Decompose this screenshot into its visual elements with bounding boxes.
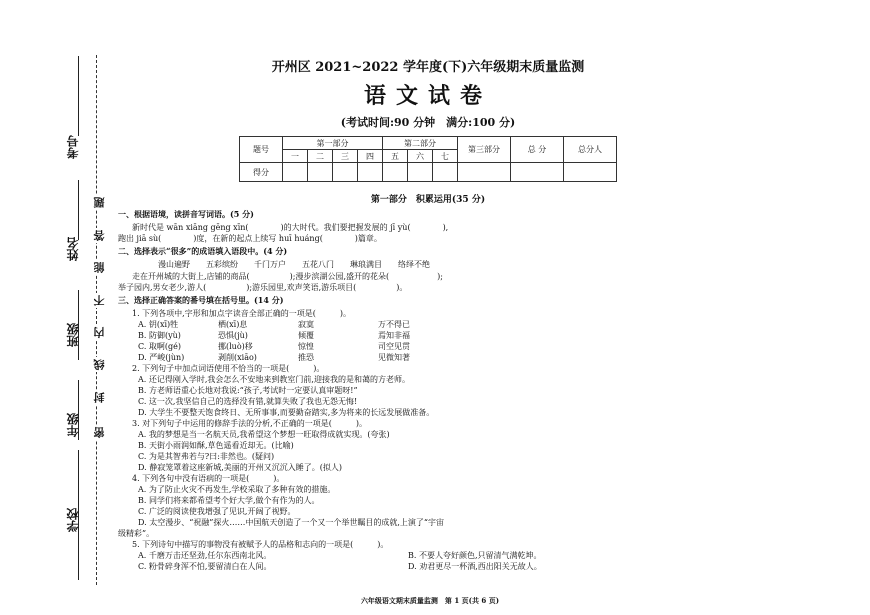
option-cell: 挪(luò)移	[218, 342, 253, 351]
option-cell: 恐惧(jù)	[218, 331, 248, 340]
score-cell[interactable]	[383, 163, 408, 182]
idiom: 千门万户	[254, 260, 286, 269]
option-line: C. 为是其智弗若与?曰:非然也。(疑问)	[138, 452, 275, 461]
score-cell[interactable]	[511, 163, 564, 182]
score-total-header: 总 分	[511, 137, 564, 163]
idiom: 琳琅满目	[350, 260, 382, 269]
page-title: 语文试卷	[363, 83, 492, 109]
option-cell: A. 钥(xī)牲	[138, 320, 179, 329]
label-class: 班级	[66, 323, 80, 347]
idiom-list	[118, 259, 738, 271]
idiom: 络绎不绝	[398, 260, 430, 269]
idiom: 五花八门	[302, 260, 334, 269]
score-row-label: 得分	[240, 163, 283, 182]
question-heading: 三、选择正确答案的番号填在括号里。(14 分)	[118, 295, 284, 305]
question-text: 新时代是 wān xiāng gēng xīn( )的大时代。我们要把握发展的 jī yù( ),	[132, 223, 449, 232]
option-line: C. 这一次,我坚信自己的选择没有错,就算失败了我也无怨无悔!	[138, 397, 358, 406]
option-cell: A. 千磨万击还坚劲,任尔东西南北风。	[138, 551, 272, 560]
option-line: B. 同学们将来都希望考个好大学,做个有作为的人。	[138, 496, 320, 505]
score-table	[239, 136, 617, 182]
option-cell: 见微知著	[378, 353, 410, 362]
seal-word: 封	[93, 392, 106, 403]
score-cell[interactable]	[283, 163, 308, 182]
option-cell: D. 严峻(jùn)	[138, 353, 185, 362]
option-line: A. 为了防止火灾不再发生,学校采取了多种有效的措施。	[138, 485, 336, 494]
sub-question: 5. 下列诗句中描写的事物没有被赋予人的品格和志向的一项是( )。	[132, 540, 389, 549]
cut-line	[96, 55, 97, 585]
option-line: B. 天街小雨润如酥,草色遥看近却无。(比喻)	[138, 441, 294, 450]
question-heading: 二、选择表示“很多”的成语填入语段中。(4 分)	[118, 246, 288, 256]
sub-question: 3. 对下列句子中运用的修辞手法的分析,不正确的一项是( )。	[132, 419, 367, 428]
seal-word: 线	[93, 359, 106, 370]
sub-question: 1. 下列各项中,字形和加点字读音全部正确的一项是( )。	[132, 309, 351, 318]
score-part1-header: 第一部分	[283, 137, 383, 150]
score-cell[interactable]	[308, 163, 333, 182]
seal-word: 密	[93, 427, 106, 438]
binding-margin	[0, 0, 120, 615]
seal-word: 内	[93, 327, 106, 338]
field-line-exam-no	[78, 56, 79, 136]
option-line: A. 还记得刚入学时,我会怎么不安地来到教室门前,迎接我的是和蔼的方老师。	[138, 375, 410, 384]
field-line-name	[78, 180, 79, 240]
score-col: 六	[408, 150, 433, 163]
option-cell: D. 劝君更尽一杯酒,西出阳关无故人。	[408, 562, 542, 571]
score-cell[interactable]	[564, 163, 617, 182]
option-line: D. 太空漫步、“祝融”探火……中国航天创造了一个又一个举世瞩目的成就,上演了“宇宙	[138, 518, 445, 527]
option-cell: 寂寞	[298, 320, 314, 329]
option-cell: 剥削(xiāo)	[218, 353, 257, 362]
score-col: 一	[283, 150, 308, 163]
exam-header: 开州区 2021~2022 学年度(下)六年级期末质量监测	[271, 60, 585, 75]
option-line: C. 广泛的阅读使我增强了见识,开阔了视野。	[138, 507, 296, 516]
score-cell[interactable]	[433, 163, 458, 182]
score-col: 二	[308, 150, 333, 163]
option-line: B. 方老师语重心长地对我说:“孩子,考试时一定要认真审题呀!”	[138, 386, 358, 395]
sub-question: 2. 下列句子中加点词语使用不恰当的一项是( )。	[132, 364, 325, 373]
option-line: 级精彩”。	[118, 529, 155, 538]
score-col: 七	[433, 150, 458, 163]
score-row-label: 题号	[240, 137, 283, 163]
seal-word: 不	[93, 295, 106, 306]
seal-word: 能	[93, 262, 106, 273]
option-cell: 司空见贯	[378, 342, 410, 351]
score-col: 四	[358, 150, 383, 163]
score-cell[interactable]	[458, 163, 511, 182]
option-cell: C. 取啊(gé)	[138, 342, 182, 351]
label-grade: 年级	[66, 413, 80, 437]
option-line: D. 大学生不要整天饱食终日、无所事事,而要勤奋踏实,多为将来的长远发展做准备。	[138, 408, 435, 417]
section-heading: 第一部分 积累运用(35 分)	[370, 195, 486, 205]
question-text: 举子园内,男女老少,游人( );游乐园里,欢声笑语,游乐项目( )。	[118, 283, 408, 292]
label-school: 学校	[66, 508, 80, 532]
score-col: 三	[333, 150, 358, 163]
option-cell: 焉知非福	[378, 331, 410, 340]
option-cell: 倾覆	[298, 331, 314, 340]
seal-word: 题	[93, 197, 106, 208]
option-grid	[118, 550, 738, 572]
question-text: 跑出 jiā sù( )度，在新的起点上续写 huī huáng( )篇章。	[118, 234, 382, 243]
label-exam-no: 考号	[66, 135, 80, 159]
score-cell[interactable]	[333, 163, 358, 182]
question-heading: 一、根据语境，读拼音写词语。(5 分)	[118, 209, 254, 219]
score-col: 五	[383, 150, 408, 163]
score-cell[interactable]	[358, 163, 383, 182]
score-cell[interactable]	[408, 163, 433, 182]
option-line: D. 静寂笼罩着这座新城,美丽的开州又沉沉入睡了。(拟人)	[138, 463, 342, 472]
option-line: A. 我的梦想是当一名航天员,我希望这个梦想一旺取得成就实现。(夸张)	[138, 430, 390, 439]
option-cell: C. 粉骨碎身浑不怕,要留清白在人间。	[138, 562, 272, 571]
idiom: 漫山遍野	[158, 260, 190, 269]
option-cell: 栖(xī)息	[218, 320, 248, 329]
idiom: 五彩缤纷	[206, 260, 238, 269]
option-cell: 推恐	[298, 353, 314, 362]
sub-question: 4. 下列各句中没有语病的一项是( )。	[132, 474, 285, 483]
option-cell: 惊惶	[298, 342, 314, 351]
question-text: 走在开州城的大街上,店铺的商品( );漫步滨湖公园,盛开的花朵( );	[132, 272, 443, 281]
exam-info: (考试时间:90 分钟 满分:100 分)	[340, 116, 516, 129]
option-cell: B. 不要人夸好颜色,只留清气满乾坤。	[408, 551, 542, 560]
score-part2-header: 第二部分	[383, 137, 458, 150]
option-cell: 万不得已	[378, 320, 410, 329]
option-cell: B. 防御(yù)	[138, 331, 181, 340]
page-footer: 六年级语文期末质量监测 第 1 页(共 6 页)	[360, 596, 500, 605]
label-name: 姓名	[66, 237, 80, 261]
seal-word: 答	[93, 230, 106, 241]
exam-page	[118, 56, 738, 572]
option-grid	[118, 319, 738, 363]
score-part3-header: 第三部分	[458, 137, 511, 163]
score-scorer-header: 总分人	[564, 137, 617, 163]
